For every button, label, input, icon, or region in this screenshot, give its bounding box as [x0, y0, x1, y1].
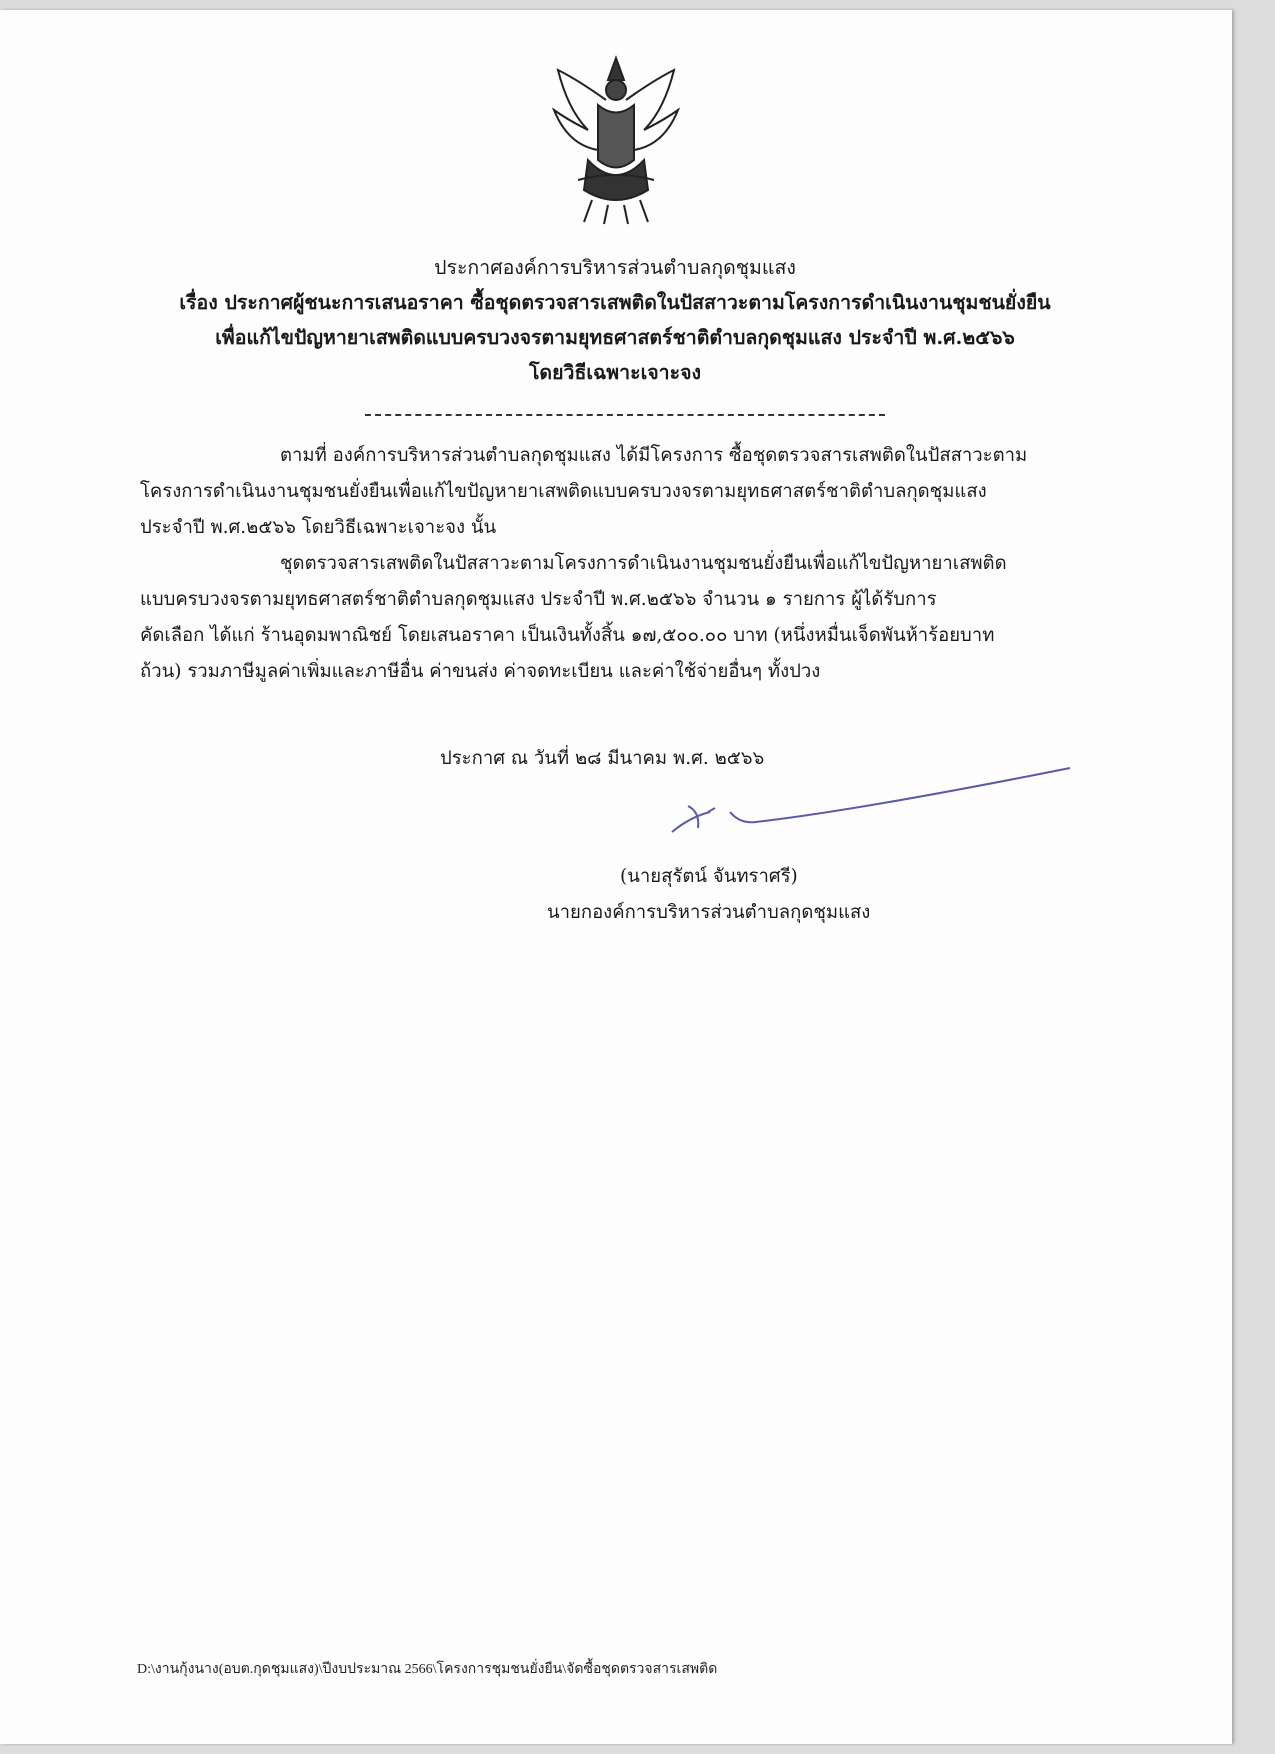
heading-method: โดยวิธีเฉพาะเจาะจง — [528, 361, 702, 384]
heading-subject-cont: เพื่อแก้ไขปัญหายาเสพติดแบบครบวงจรตามยุทธศาสตร์ชาติตำบลกุดชุมแสง ประจำปี พ.ศ.๒๕๖๖ — [215, 326, 1015, 349]
paragraph-1 — [140, 438, 1120, 546]
signer-title: นายกองค์การบริหารส่วนตำบลกุดชุมแสง — [547, 902, 871, 923]
announcement-body — [140, 438, 1120, 690]
para1-line2: โครงการดำเนินงานชุมชนยั่งยืนเพื่อแก้ไขปัญหายาเสพติดแบบครบวงจรตามยุทธศาสตร์ชาติตำบลกุดชุมแสง — [140, 481, 987, 502]
heading-subject: เรื่อง ประกาศผู้ชนะการเสนอราคา ซื้อชุดตรวจสารเสพติดในปัสสาวะตามโครงการดำเนินงานชุมชนยั่งยืน — [179, 291, 1051, 314]
document-page — [0, 10, 1232, 1744]
footer-file-path: D:\งานกุ้งนาง(อบต.กุดชุมแสง)\ปีงบประมาณ 2566\โครงการชุมชนยั่งยืน\จัดซื้อชุดตรวจสารเสพติด — [137, 1662, 718, 1677]
announcement-heading — [80, 250, 1150, 390]
handwritten-signature — [660, 762, 1080, 852]
para2-line3: คัดเลือก ได้แก่ ร้านอุดมพาณิชย์ โดยเสนอราคา เป็นเงินทั้งสิ้น ๑๗,๕๐๐.๐๐ บาท (หนึ่งหมื่นเจ็ดพันห้าร้อยบาท — [140, 625, 995, 646]
para2-line4: ถ้วน) รวมภาษีมูลค่าเพิ่มและภาษีอื่น ค่าขนส่ง ค่าจดทะเบียน และค่าใช้จ่ายอื่นๆ ทั้งปวง — [140, 661, 821, 682]
garuda-emblem-icon — [548, 50, 684, 228]
heading-organization: ประกาศองค์การบริหารส่วนตำบลกุดชุมแสง — [434, 256, 796, 279]
para1-line3: ประจำปี พ.ศ.๒๕๖๖ โดยวิธีเฉพาะเจาะจง นั้น — [140, 517, 497, 538]
announcement-date: ประกาศ ณ วันที่ ๒๘ มีนาคม พ.ศ. ๒๕๖๖ — [440, 748, 765, 769]
para2-line2: แบบครบวงจรตามยุทธศาสตร์ชาติตำบลกุดชุมแสง ประจำปี พ.ศ.๒๕๖๖ จำนวน ๑ รายการ ผู้ได้รับการ — [140, 589, 937, 610]
paragraph-2 — [140, 546, 1120, 690]
signer-name: (นายสุรัตน์ จันทราศรี) — [620, 866, 798, 887]
para2-line1: ชุดตรวจสารเสพติดในปัสสาวะตามโครงการดำเนินงานชุมชนยั่งยืนเพื่อแก้ไขปัญหายาเสพติด — [280, 553, 1007, 574]
dashed-divider — [365, 414, 885, 416]
para1-line1: ตามที่ องค์การบริหารส่วนตำบลกุดชุมแสง ได้มีโครงการ ซื้อชุดตรวจสารเสพติดในปัสสาวะตาม — [280, 445, 1028, 466]
